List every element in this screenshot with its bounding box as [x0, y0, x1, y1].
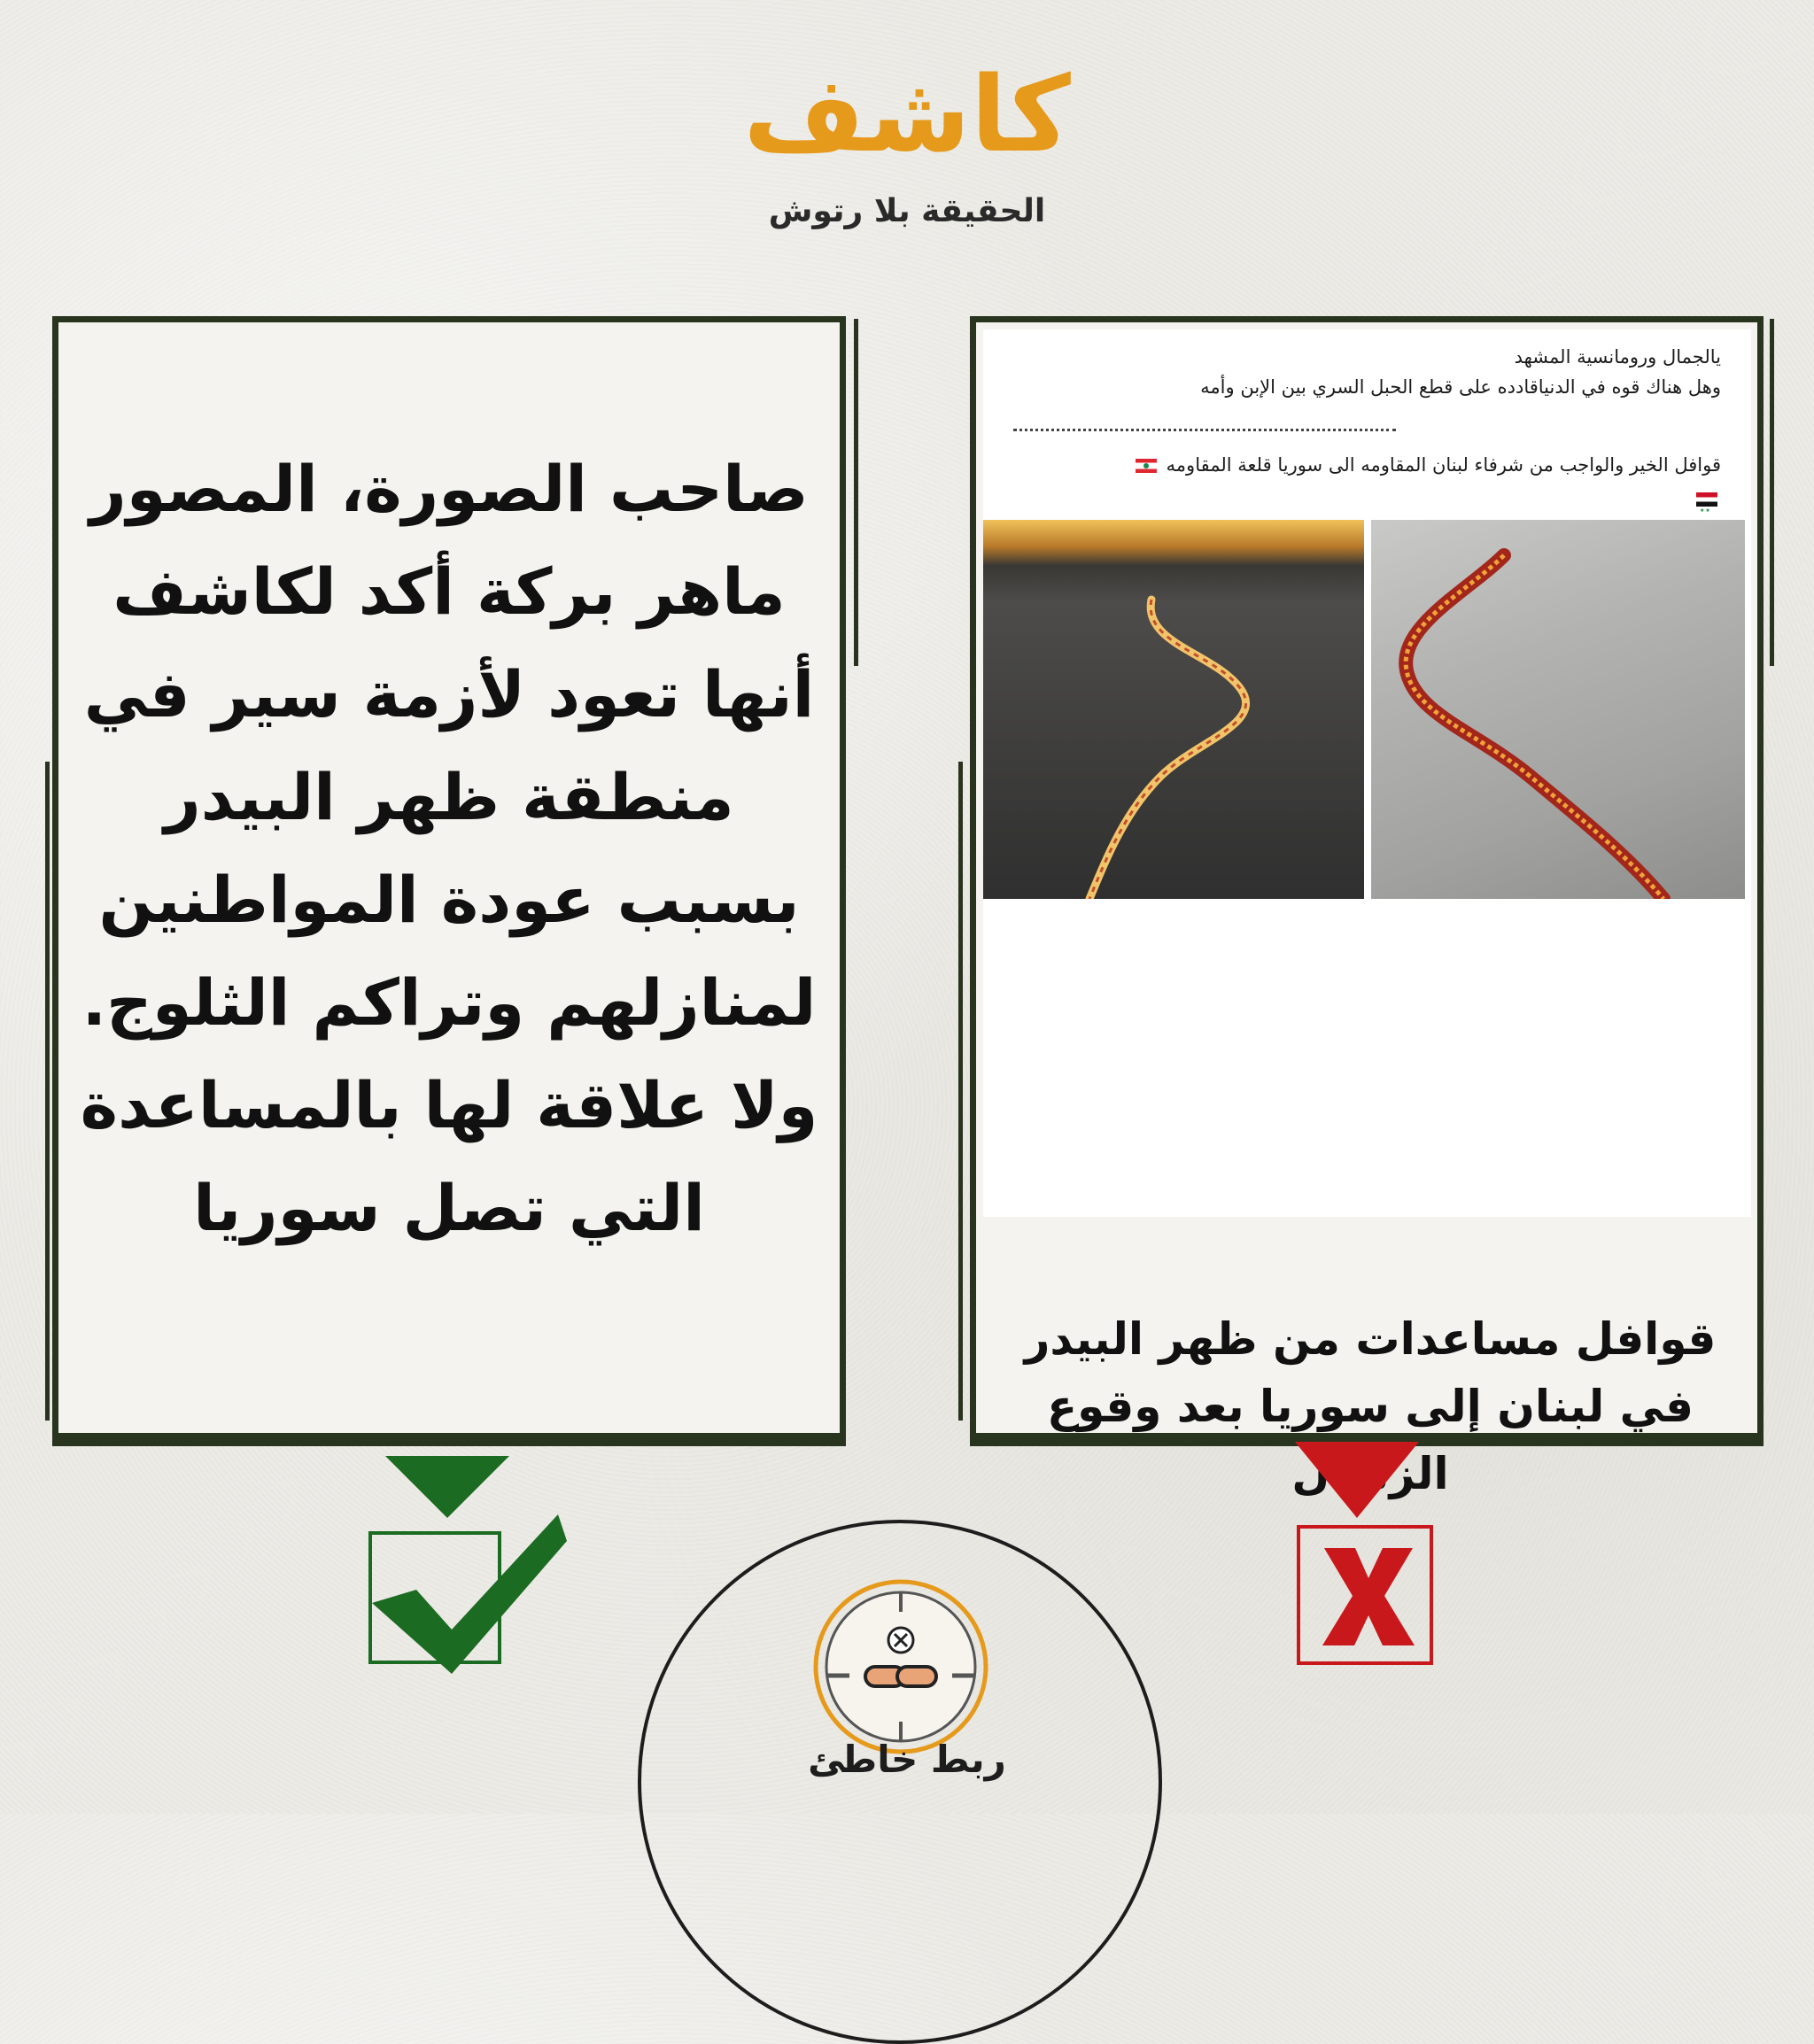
photo-snow-road [1371, 520, 1745, 899]
dotted-separator [1013, 429, 1396, 431]
logo [0, 53, 1814, 175]
fact-text: صاحب الصورة، المصور ماهر بركة أكد لكاشف أنها تعود لأزمة سير في منطقة ظهر البيدر بسبب عودة المواطنين لمنازلهم وتراكم الثلوج. ولا علاقة لها بالمساعدة التي تصل سوريا [80, 452, 818, 1245]
logo-text: كاشف [743, 53, 1071, 175]
divider-line [854, 319, 858, 666]
syria-flag-icon [1696, 492, 1717, 507]
divider-line [958, 762, 963, 1421]
tagline: الحقيقة بلا رتوش [768, 193, 1046, 229]
lebanon-flag-icon [1136, 459, 1157, 473]
photo-sunset-road [983, 520, 1364, 899]
broken-link-icon [810, 1576, 991, 1757]
post-screenshot [983, 329, 1751, 1217]
x-mark-icon [1306, 1532, 1430, 1661]
claim-panel [970, 316, 1764, 1499]
post-line: يالجمال ورومانسية المشهد [1514, 346, 1721, 368]
post-line: وهل هناك قوه في الدنياقادده على قطع الحبل السري بين الإبن وأمه [1200, 376, 1721, 398]
post-line: قوافل الخير والواجب من شرفاء لبنان المقاومه الى سوريا قلعة المقاومه [1166, 454, 1721, 476]
divider-line [45, 762, 50, 1421]
post-text [995, 448, 1721, 515]
post-text [995, 342, 1721, 402]
fact-panel [52, 316, 846, 1439]
check-mark-icon [354, 1506, 576, 1683]
badge-label: ربط خاطئ [808, 1738, 1006, 1781]
false-pointer [1295, 1442, 1419, 1518]
claim-text: قوافل مساعدات من ظهر البيدر في لبنان إلى سوريا بعد وقوع الزلزال [1024, 1313, 1717, 1499]
divider-line [1770, 319, 1774, 666]
